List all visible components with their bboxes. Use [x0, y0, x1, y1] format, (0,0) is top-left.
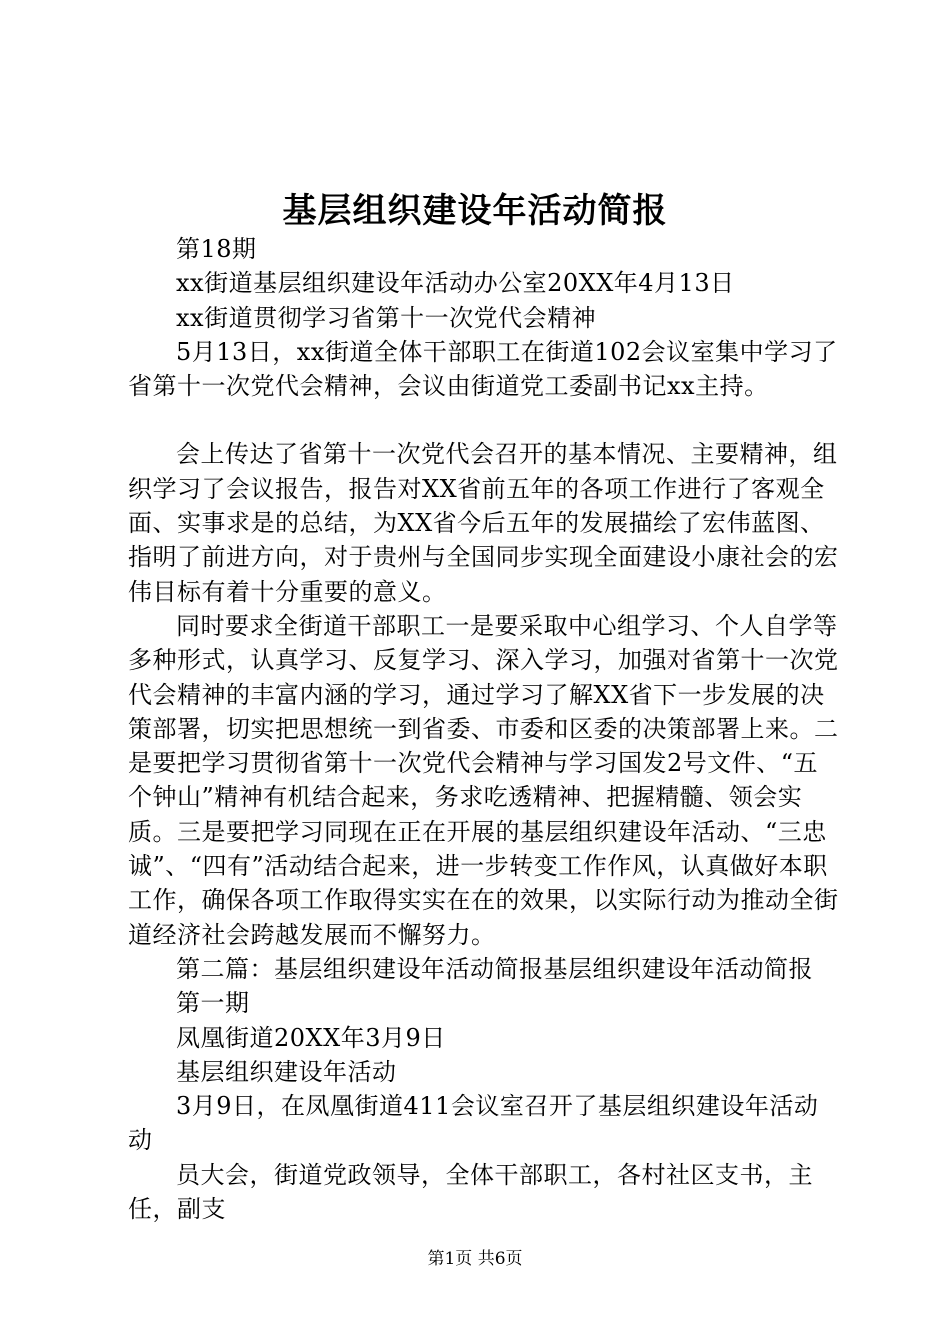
section-heading: 第二篇：基层组织建设年活动简报基层组织建设年活动简报	[176, 954, 813, 983]
document-body	[128, 232, 840, 1226]
issuer-date-line: xx街道基层组织建设年活动办公室20XX年4月13日	[176, 269, 735, 298]
headline: xx街道贯彻学习省第十一次党代会精神	[176, 303, 597, 332]
document-title: 基层组织建设年活动简报	[282, 191, 668, 231]
paragraph: 员大会，街道党政领导，全体干部职工，各村社区支书，主任，副支	[128, 1160, 813, 1224]
issue-number: 第一期	[176, 989, 250, 1018]
issuer-date-line: 凤凰街道20XX年3月9日	[176, 1023, 446, 1052]
headline: 基层组织建设年活动	[176, 1057, 397, 1086]
paragraph: 3月9日，在凤凰街道411会议室召开了基层组织建设年活动动	[128, 1092, 819, 1155]
paragraph: 同时要求全街道干部职工一是要采取中心组学习、个人自学等多种形式，认真学习、反复学习、深入学习，加强对省第十一次党代会精神的丰富内涵的学习，通过学习了解XX省下一步发展的决策部署，切实把思想统一到省委、市委和区委的决策部署上来。二是要把学习贯彻省第十一次党代会精神与学习国发2号文件、“五个钟山”精神有机结合起来，务求吃透精神、把握精髓、领会实质。三是要把学习同现在正在开展的基层组织建设年活动、“三忠诚”、“四有”活动结合起来，进一步转变工作作风，认真做好本职工作，确保各项工作取得实实在在的效果，以实际行动为推动全街道经济社会跨越发展而不懈努力。	[128, 611, 839, 949]
paragraph: 会上传达了省第十一次党代会召开的基本情况、主要精神，组织学习了会议报告，报告对XX省前五年的各项工作进行了客观全面、实事求是的总结，为XX省今后五年的发展描绘了宏伟蓝图、指明了前进方向，对于贵州与全国同步实现全面建设小康社会的宏伟目标有着十分重要的意义。	[128, 440, 839, 606]
paragraph: 5月13日，xx街道全体干部职工在街道102会议室集中学习了省第十一次党代会精神，会议由街道党工委副书记xx主持。	[128, 337, 838, 401]
page-footer: 第1页 共6页	[427, 1249, 523, 1269]
issue-number: 第18期	[176, 235, 257, 263]
